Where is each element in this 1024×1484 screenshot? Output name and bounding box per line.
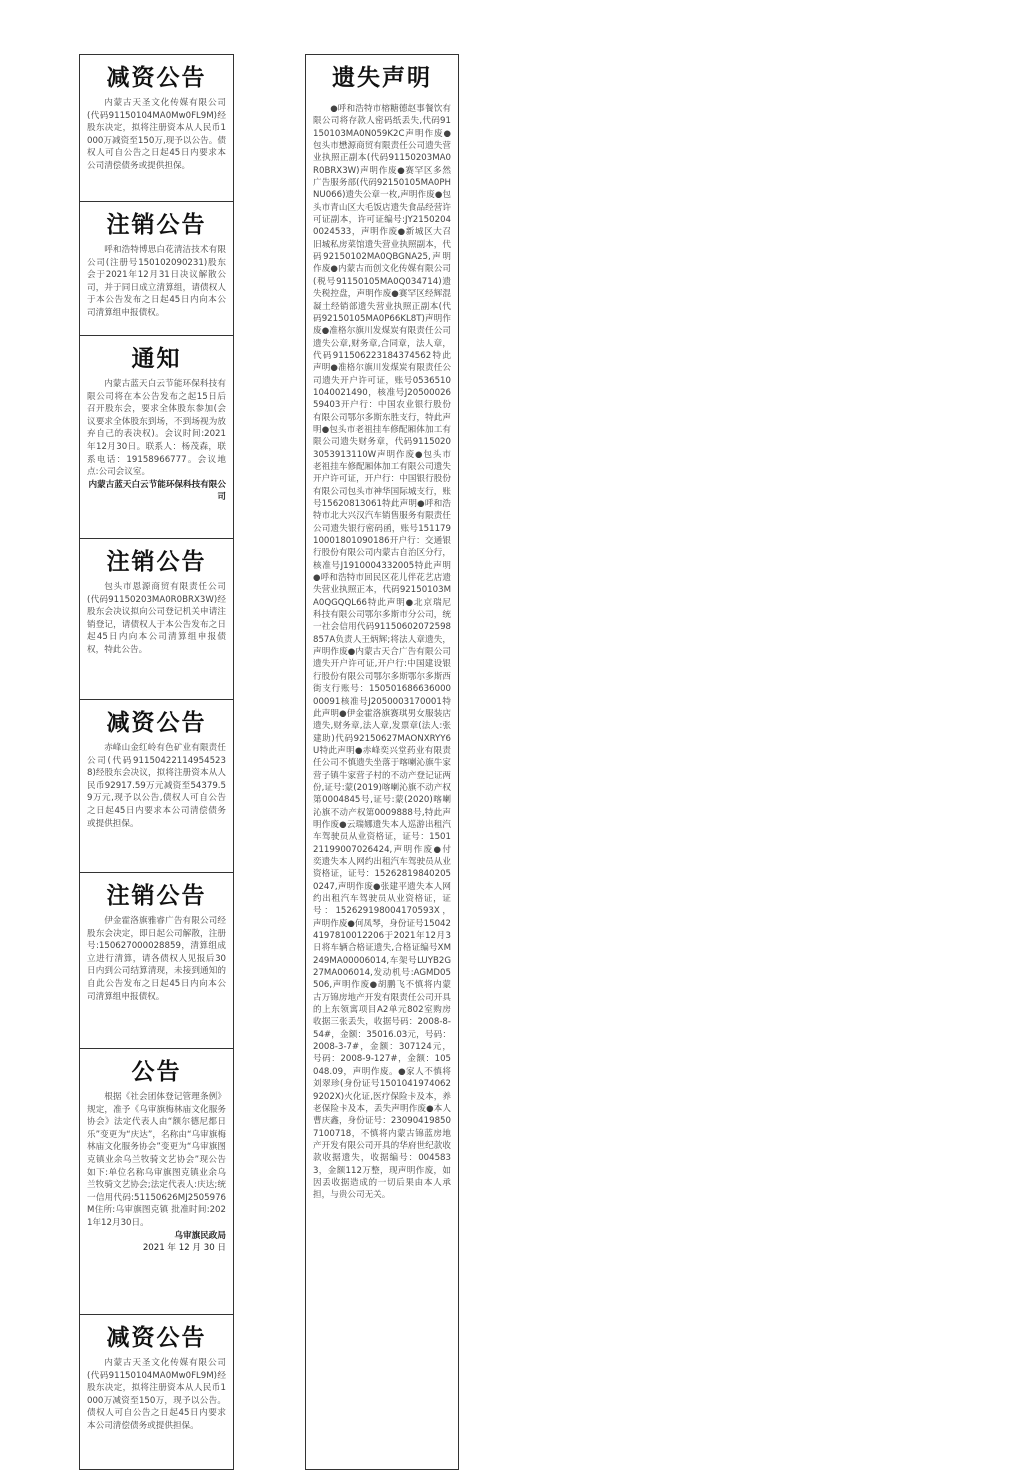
- notice-announcement: [80, 1049, 233, 1315]
- notice-signer: 乌审旗民政局: [174, 1230, 226, 1241]
- notice-date: 2021 年 12 月 30 日: [142, 1243, 226, 1254]
- notice-title: 通知: [131, 346, 182, 372]
- notice-capital-reduction-2: [80, 700, 233, 873]
- notice-body: 根据《社会团体登记管理条例》规定，准予《乌审旗梅林庙文化服务协会》法定代表人由“额尔德尼都日乐”变更为“庆达”，名称由“乌审旗梅林庙文化服务协会”变更为“乌审旗图克镇业余乌兰牧骑文艺协会”现公告如下:单位名称乌审旗图克镇业余乌兰牧骑文艺协会;法定代表人:庆达;统一信用代码:51150626MJ2505976M住所:乌审旗图克镇 批准时间:2021年12月30日。: [87, 1092, 226, 1228]
- notice-body: 内蒙古天圣文化传媒有限公司(代码91150104MA0Mw0FL9M)经股东决定，拟将注册资本从人民币1000万减资至150万,现予以公告。债权人可自公告之日起45日内要求本公司清偿债务或提供担保。: [87, 98, 226, 171]
- notice-deregistration-2: [80, 539, 233, 700]
- notice-title: 减资公告: [106, 1325, 207, 1351]
- notice-deregistration-3: [80, 873, 233, 1049]
- notice-body: 呼和浩特博思白花清洁技术有限公司(注册号150102090231)股东会于2021年12月31日决议解散公司，并于同日成立清算组，请债权人于本公告发布之日起45日内向本公司清算组申报债权。: [87, 245, 226, 318]
- notice-body: 内蒙古天圣文化传媒有限公司(代码91150104MA0Mw0FL9M)经股东决定，拟将注册资本从人民币1000万减资至150万，现予以公告。债权人可自公告之日起45日内要求本公司清偿债务或提供担保。: [87, 1358, 226, 1431]
- loss-statement-body: ●呼和浩特市榕糖德赵事餐饮有限公司将存款人密码纸丢失,代码91150103MA0N059K2C声明作废●包头市懋源商贸有限责任公司遗失营业执照正副本(代码91150203MA0R0BRX3W)声明作废●赛罕区多然广告服务部(代码92150105MA0PHNU066)遗失公章一枚,声明作废●包头市青山区大毛饭店遗失食品经营许可证副本，许可证编号:JY21502040024533，声明作废●新城区大召旧城私房菜馆遗失营业执照副本，代码92150102MA0QBGNA25,声明作废●内蒙古而创文化传媒有限公司(税号91150105MA0Q034714)遗失税控盘，声明作废●赛罕区经辉混凝土经销部遗失营业执照正副本(代码92150105MA0P66KL8T)声明作废●准格尔旗川发煤炭有限责任公司遗失公章,财务章,合同章，法人章，代码911506223184374562特此声明●准格尔旗川发煤炭有限责任公司遗失开户许可证，账号05365101040021490，核准号J2050002659403开户行：中国农业银行股份有限公司鄂尔多斯东胜支行，特此声明●包头市老祖挂车修配厢体加工有限公司遗失财务章，代码91150203053913110W声明作废●包头市老祖挂车修配厢体加工有限公司遗失开户许可证，开户行：中国银行股份有限公司包头市神华国际城支行，账号15620813061特此声明●呼和浩特市北大兴汉汽车销售服务有限责任公司遗失银行密码函，账号15117910001801090186开户行：交通银行股份有限公司内蒙古自治区分行，核准号J1910004332005特此声明●呼和浩特市回民区花儿伴花艺店遗失营业执照正本，代码92150103MA0QGQQL66特此声明●北京瑞尼科技有限公司鄂尔多斯市分公司，统一社会信用代码91150602072598857A负责人王炳辉;将法人章遗失，声明作废●内蒙古天合广告有限公司遗失开户许可证,开户行:中国建设银行股份有限公司鄂尔多斯鄂尔多斯西街支行账号：15050168663600000091核准号J2050003170001特此声明●伊金霍洛旗赛琪男女服装店遗失,财务章,法人章,发票章(法人:张建助)代码92150627MAONXRYY6U特此声明●赤峰奕兴堂药业有限责任公司不慎遗失坐落于喀喇沁旗牛家营子镇牛家营子村的不动产登记证两份,证号:蒙(2019)喀喇沁旗不动产权第0004845号,证号:蒙(2020)喀喇沁旗不动产权第0009888号,特此声明作废●云瑞娜遗失本人巡游出租汽车驾驶员从业资格证，证号：150121199007026424,声明作废●付奕遗失本人网约出租汽车驾驶员从业资格证，证号：152628198402050247,声明作废●张建平遗失本人网约出租汽车驾驶员从业资格证，证号：152629198004170593X，声明作废●何凤琴，身份证号150424197810012206于2021年12月3日将车辆合格证遗失,合格证编号XM249MA00006014,车架号LUYB2G27MA006014,发动机号:AGMD05506,声明作废●胡鹏飞不慎将内蒙古万锦房地产开发有限责任公司开具的上东领寓项目A2单元802室购房收据三张丢失，收据号码：2008-8-54#，金额：35016.03元，号码：2008-3-7#，金额：307124元，号码：2008-9-127#，金额：105048.09，声明作废。●家人不慎将刘翠珍(身份证号15010419740629202X)火化证,医疗保险卡及本，养老保险卡及本，丢失声明作废●本人曹庆鑫，身份证号：230904198507100718，不慎将内蒙古锦蓝房地产开发有限公司开具的华府世纪款收款收据遗失，收据编号：0045833，金额112万整，现声明作废，如因丢收据造成的一切后果由本人承担，与贵公司无关。: [313, 104, 451, 1201]
- notice-body: 伊金霍洛旗雅睿广告有限公司经股东会决定，即日起公司解散，注册号:150627000028859，清算组成立进行清算，请各债权人见报后30日内到公司结算清现，未接到通知的自此公告发布之日起45日内向本公司清算组申报债权。: [87, 916, 226, 1002]
- notice-signer: 内蒙古蓝天白云节能环保科技有限公司: [88, 479, 226, 503]
- notice-capital-reduction-1: [80, 55, 233, 202]
- notice-body: 内蒙古蓝天白云节能环保科技有限公司将在本公告发布之起15日后召开股东会，要求全体股东参加(会议要求全体股东到场，不到场视为放弃自己的表决权)。会议时间:2021年12月30日。联系人：杨茂森，联系电话：19158966777。会议地点:公司会议室。: [87, 379, 226, 478]
- notice-title: 注销公告: [106, 883, 207, 909]
- left-notice-column: [79, 54, 234, 1470]
- notice-meeting: [80, 336, 233, 539]
- loss-statement-column: [305, 54, 459, 1470]
- notice-title: 公告: [131, 1059, 182, 1085]
- notice-body: 包头市恩源商贸有限责任公司(代码91150203MA0R0BRX3W)经股东会决议拟向公司登记机关申请注销登记，请债权人于本公告发布之日起45日内向本公司清算组申报债权，特此公告。: [87, 582, 226, 655]
- notice-deregistration-1: [80, 202, 233, 336]
- notice-title: 注销公告: [106, 212, 207, 238]
- loss-statement-title: 遗失声明: [332, 65, 432, 91]
- notice-capital-reduction-3: [80, 1315, 233, 1471]
- notice-title: 减资公告: [106, 710, 207, 736]
- notice-title: 减资公告: [106, 65, 207, 91]
- notice-title: 注销公告: [106, 549, 207, 575]
- notice-body: 赤峰山金红岭有色矿业有限责任公司(代码911504221149545238)经股东会决议，拟将注册资本从人民币92917.59万元减资至54379.59万元,现予以公告,债权人可自公告之日起45日内要求本公司清偿债务或提供担保。: [87, 743, 226, 829]
